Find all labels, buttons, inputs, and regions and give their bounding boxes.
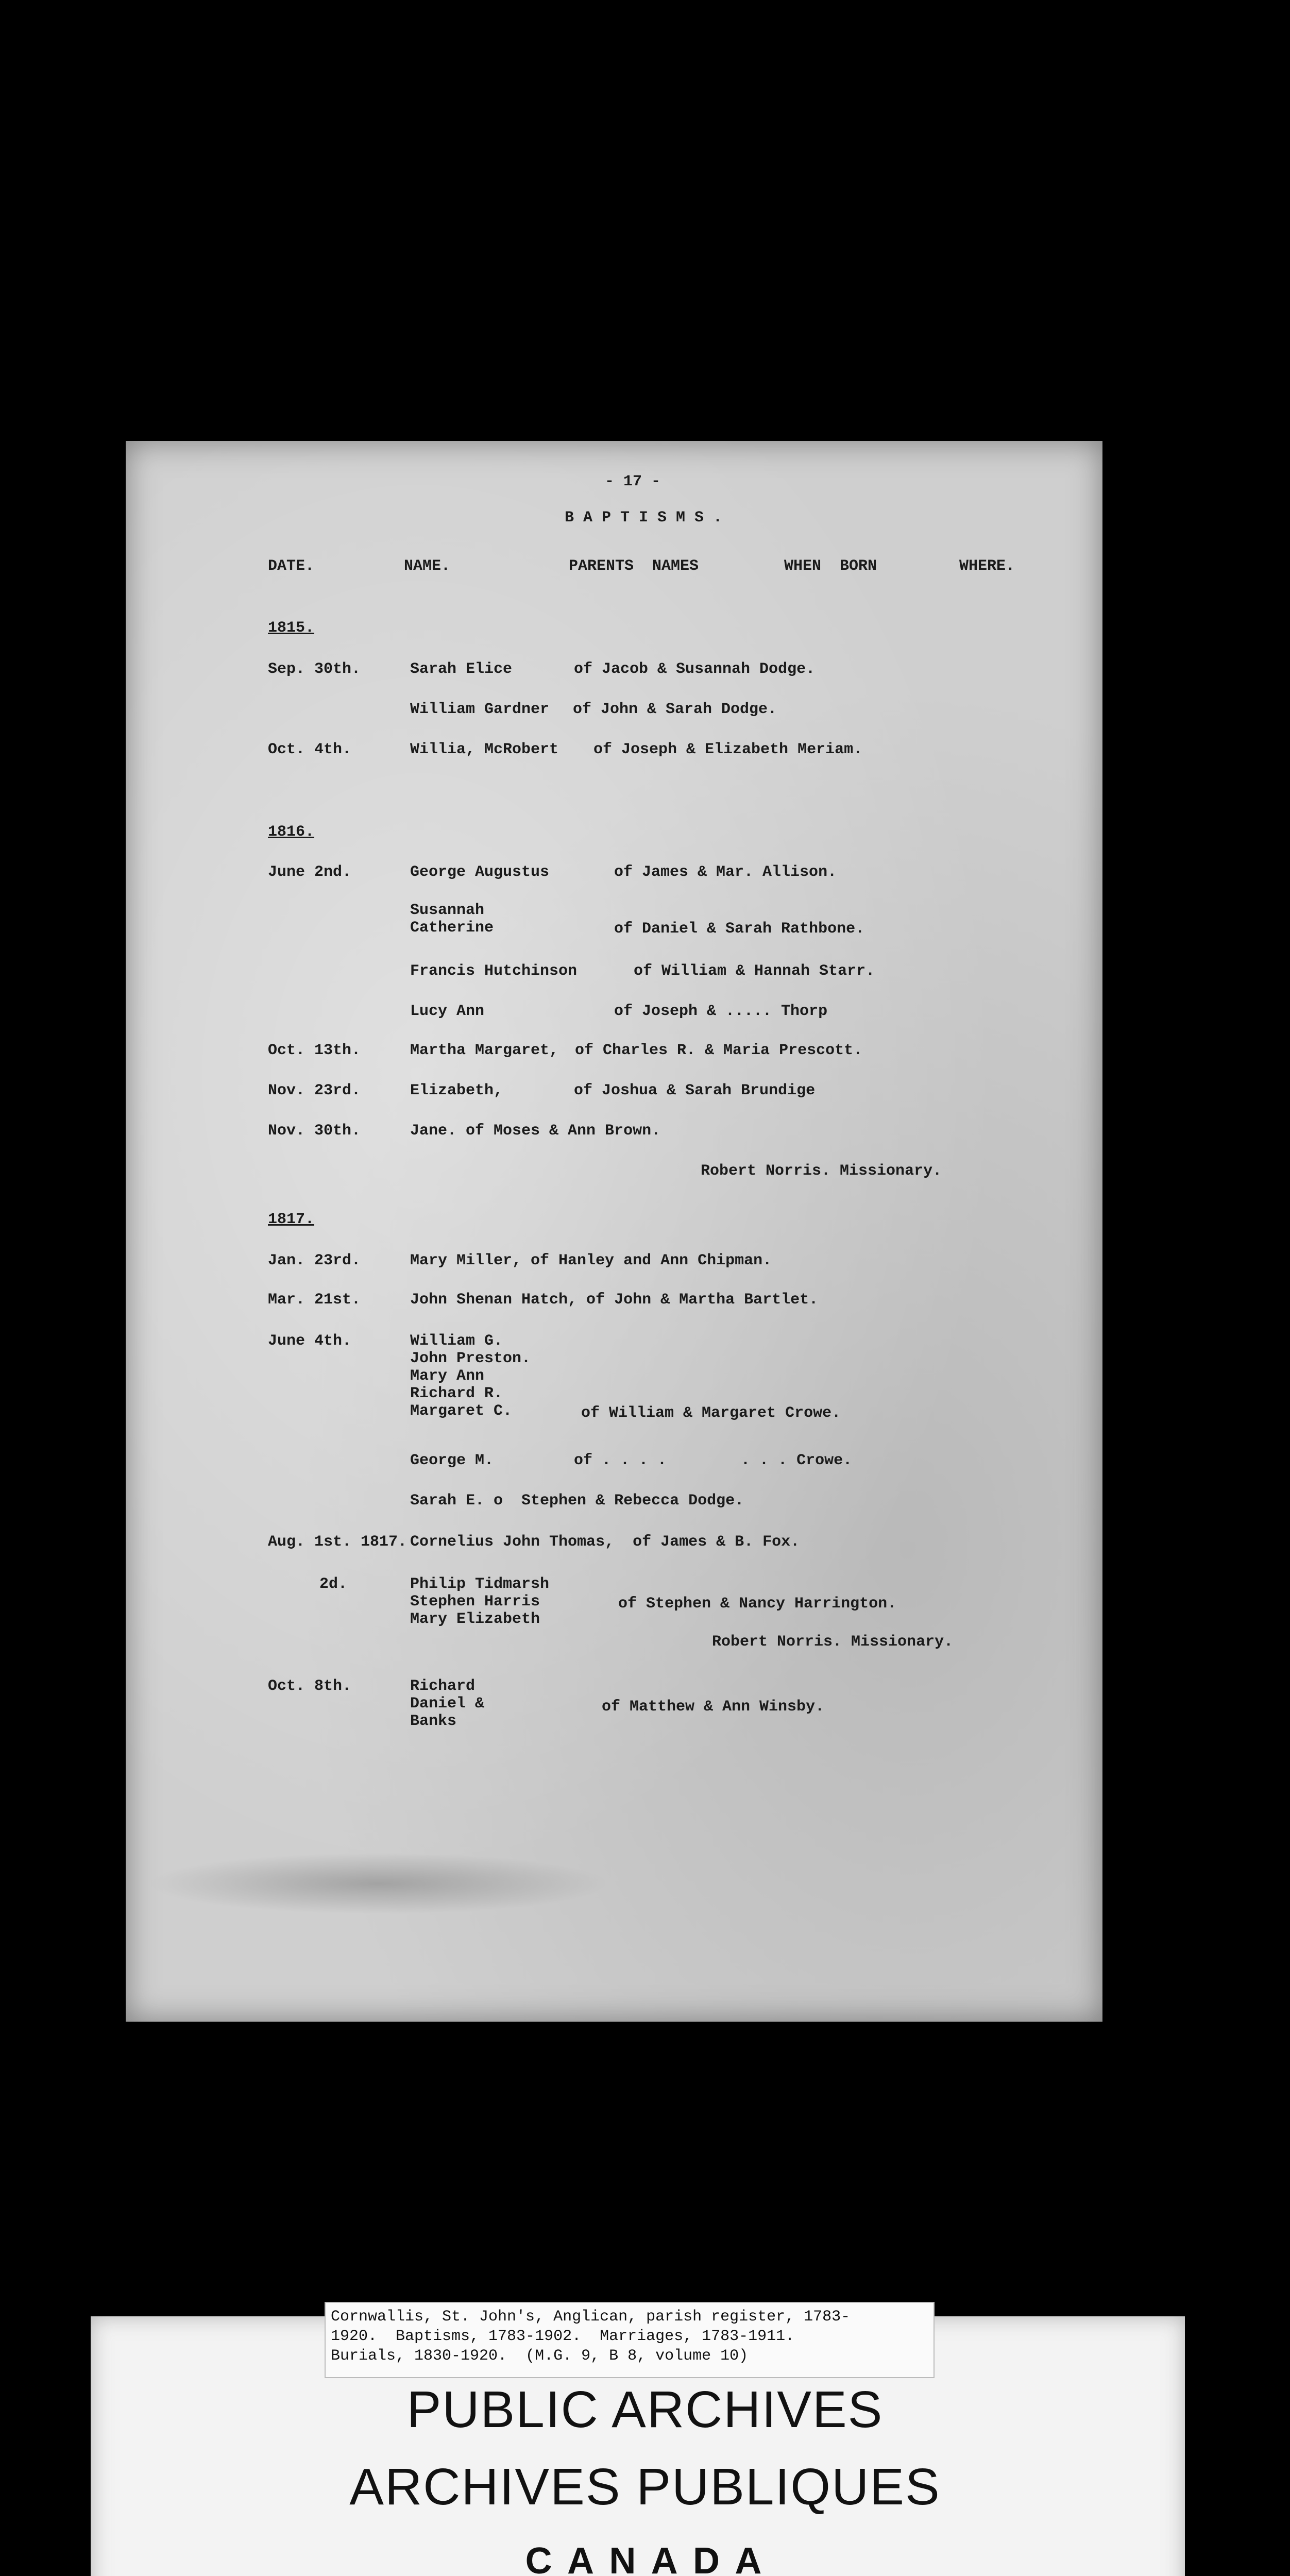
entry-name: George Augustus (410, 863, 550, 881)
missionary-signature: Robert Norris. Missionary. (701, 1162, 942, 1180)
entry-date: Sep. 30th. (268, 660, 361, 678)
header-name: NAME. (404, 557, 451, 575)
entry-name: Philip Tidmarsh Stephen Harris Mary Elizabeth (410, 1575, 550, 1628)
entry-parents: of William & Margaret Crowe. (581, 1404, 841, 1422)
entry-parents: of Joseph & ..... Thorp (614, 1003, 828, 1020)
entry-name: Francis Hutchinson (410, 962, 578, 980)
page-title: B A P T I S M S . (565, 509, 723, 527)
entry-name: Cornelius John Thomas, of James & B. Fox. (410, 1533, 800, 1551)
entry-parents: of James & Mar. Allison. (614, 863, 837, 881)
year-heading: 1815. (268, 619, 315, 637)
entry-name: Sarah Elice (410, 660, 513, 678)
entry-date: Oct. 13th. (268, 1042, 361, 1059)
register-page (126, 441, 1102, 2022)
year-heading: 1817. (268, 1211, 315, 1228)
entry-name: Sarah E. o Stephen & Rebecca Dodge. (410, 1492, 744, 1510)
entry-name: Richard Daniel & Banks (410, 1677, 485, 1730)
entry-name: Martha Margaret, (410, 1042, 559, 1059)
citation-line: Burials, 1830-1920. (M.G. 9, B 8, volume 10) (331, 2347, 749, 2365)
entry-name: Mary Miller, of Hanley and Ann Chipman. (410, 1252, 772, 1269)
entry-parents: of Jacob & Susannah Dodge. (574, 660, 816, 678)
archive-title-en: PUBLIC ARCHIVES (406, 2381, 884, 2438)
entry-parents: of Charles R. & Maria Prescott. (575, 1042, 863, 1059)
entry-parents: of . . . . . . . Crowe. (574, 1452, 853, 1469)
entry-date: Mar. 21st. (268, 1291, 361, 1309)
year-heading: 1816. (268, 823, 315, 841)
entry-parents: of Joshua & Sarah Brundige (574, 1082, 816, 1099)
entry-name: George M. (410, 1452, 494, 1469)
entry-name: Willia, McRobert (410, 741, 559, 758)
entry-date: June 2nd. (268, 863, 352, 881)
citation-line: Cornwallis, St. John's, Anglican, parish register, 1783- (331, 2308, 851, 2326)
citation-line: 1920. Baptisms, 1783-1902. Marriages, 1783-1911. (331, 2328, 795, 2345)
header-parents: PARENTS NAMES (569, 557, 699, 575)
entry-name: Susannah Catherine (410, 902, 494, 937)
entry-parents: of Daniel & Sarah Rathbone. (614, 920, 865, 938)
archive-country: C A N A D A (525, 2540, 765, 2576)
entry-name: William G. John Preston. Mary Ann Richard R. Margaret C. (410, 1332, 531, 1420)
header-when-born: WHEN BORN (784, 557, 877, 575)
entry-parents: of John & Sarah Dodge. (573, 701, 777, 718)
entry-parents: of Matthew & Ann Winsby. (602, 1698, 825, 1716)
entry-date: Oct. 4th. (268, 741, 352, 758)
page-number: - 17 - (605, 473, 661, 490)
header-date: DATE. (268, 557, 315, 575)
entry-name: Lucy Ann (410, 1003, 485, 1020)
archive-title-fr: ARCHIVES PUBLIQUES (349, 2458, 941, 2516)
missionary-signature: Robert Norris. Missionary. (712, 1633, 954, 1651)
entry-date: 2d. (319, 1575, 348, 1593)
entry-date: Nov. 30th. (268, 1122, 361, 1140)
entry-name: Jane. of Moses & Ann Brown. (410, 1122, 661, 1140)
entry-parents: of Stephen & Nancy Harrington. (618, 1595, 897, 1613)
citation-slip (325, 2302, 935, 2378)
stain-smudge (146, 1853, 610, 1914)
entry-date: June 4th. (268, 1332, 352, 1350)
entry-parents: of William & Hannah Starr. (634, 962, 875, 980)
entry-date: Nov. 23rd. (268, 1082, 361, 1099)
entry-date: Jan. 23rd. (268, 1252, 361, 1269)
entry-name: William Gardner (410, 701, 550, 718)
entry-name: John Shenan Hatch, of John & Martha Bartlet. (410, 1291, 819, 1309)
header-where: WHERE. (959, 557, 1015, 575)
entry-date: Aug. 1st. 1817. (268, 1533, 408, 1551)
entry-parents: of Joseph & Elizabeth Meriam. (593, 741, 863, 758)
entry-name: Elizabeth, (410, 1082, 503, 1099)
entry-date: Oct. 8th. (268, 1677, 352, 1695)
